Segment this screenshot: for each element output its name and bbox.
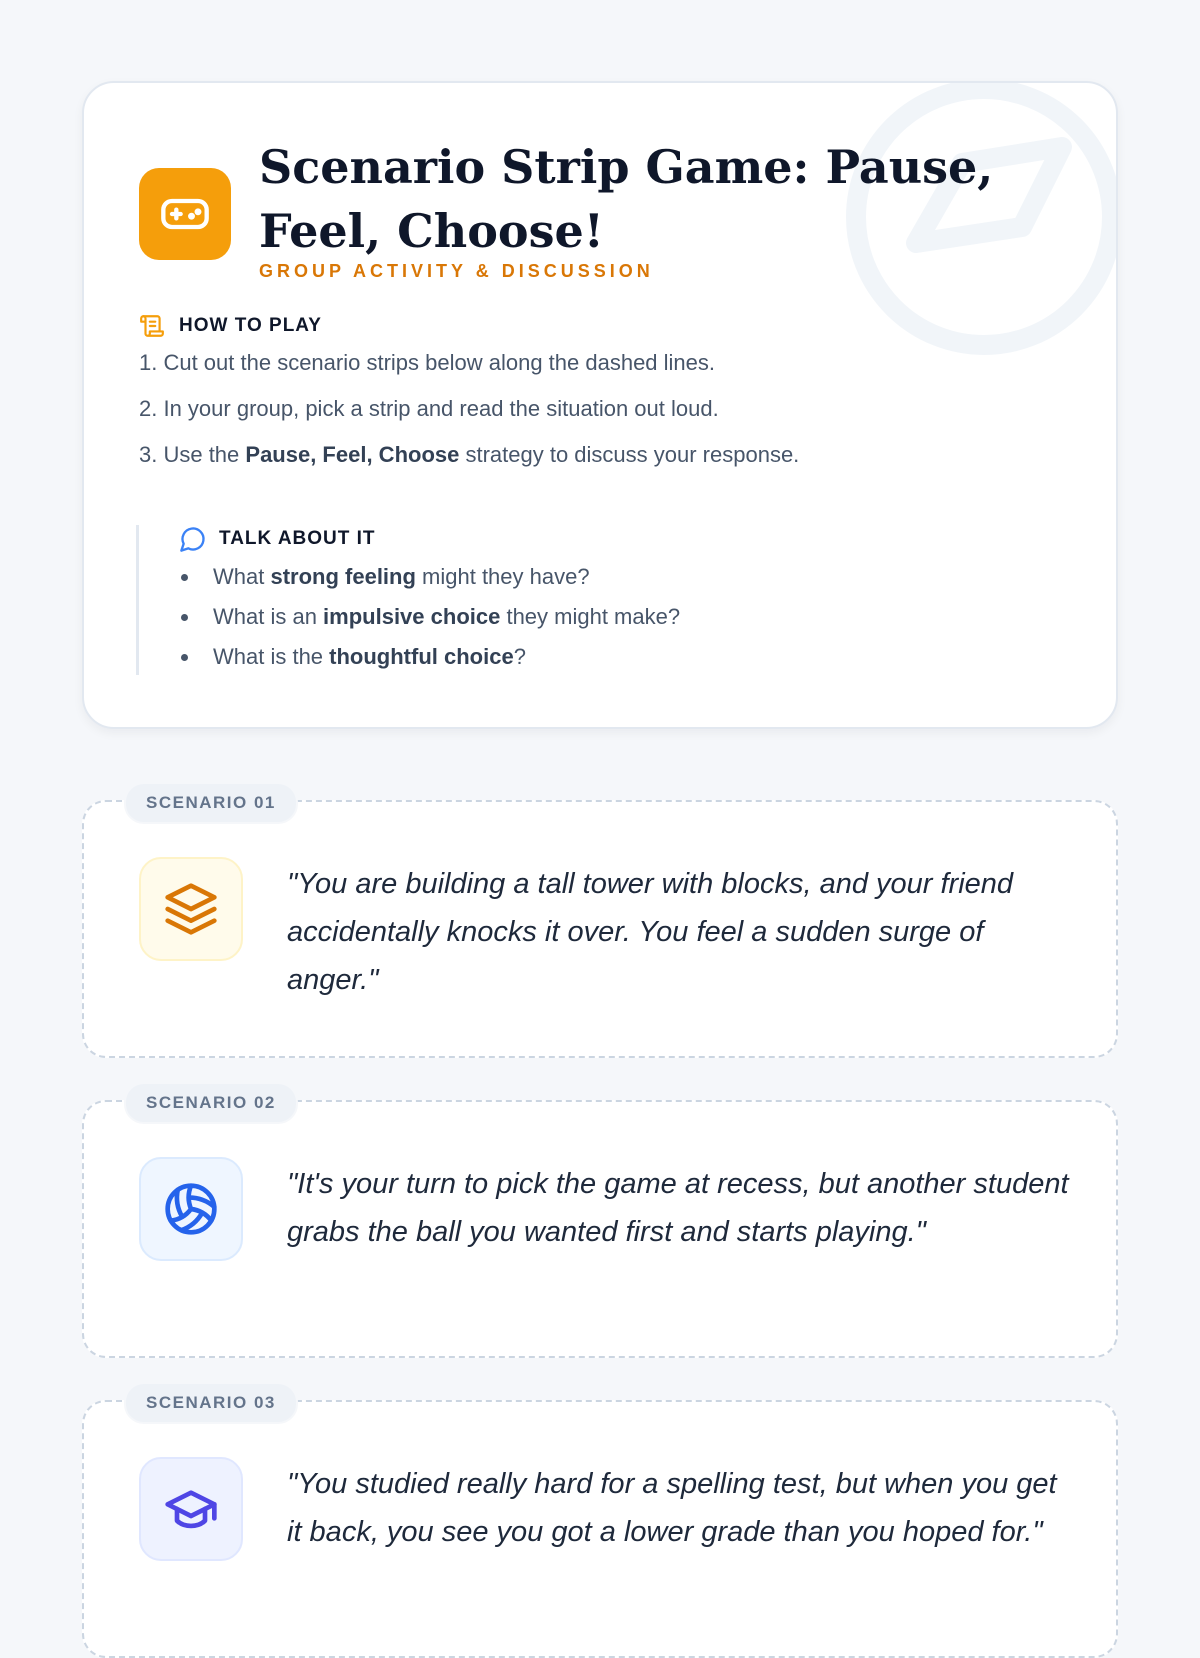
question-item: What is an impulsive choice they might make? [179,603,680,631]
how-to-play-heading [139,313,322,339]
scenario-label: SCENARIO 01 [124,782,298,824]
scenario-icon-tile [139,1157,243,1261]
talk-about-it-heading [179,525,376,553]
scroll-icon [139,313,165,339]
scenario-strip-02[interactable] [82,1093,1118,1358]
steps-list [139,349,1079,487]
scenario-icon-tile [139,857,243,961]
scenario-icon-tile [139,1457,243,1561]
layers-icon [163,881,219,937]
gamepad-icon [159,188,211,240]
question-item: What strong feeling might they have? [179,563,680,591]
step-item: 3. Use the Pause, Feel, Choose strategy to discuss your response. [139,442,800,467]
volleyball-icon [163,1181,219,1237]
question-item: What is the thoughtful choice? [179,643,680,671]
message-circle-icon [179,525,207,553]
scenario-strip-01[interactable] [82,793,1118,1058]
gamepad-badge [139,168,231,260]
scenario-strip-03[interactable] [82,1393,1118,1658]
step-item: 1. Cut out the scenario strips below along the dashed lines. [139,350,716,375]
talk-about-it-section [136,525,1039,675]
how-to-play-label: HOW TO PLAY [179,315,322,336]
step-item: 2. In your group, pick a strip and read the situation out loud. [139,396,719,421]
questions-list [179,563,680,683]
page-title: Scenario Strip Game: Pause, Feel, Choose! [259,140,994,258]
instructions-card [82,81,1118,729]
graduation-cap-icon [163,1481,219,1537]
scenario-label: SCENARIO 02 [124,1082,298,1124]
scenario-label: SCENARIO 03 [124,1382,298,1424]
page-subtitle: GROUP ACTIVITY & DISCUSSION [259,261,654,281]
scenario-text: "You studied really hard for a spelling test, but when you get it back, you see you got a lower grade than you hoped for." [287,1468,1057,1548]
talk-about-it-label: TALK ABOUT IT [219,528,376,549]
scenario-text: "You are building a tall tower with blocks, and your friend accidentally knocks it over. You feel a sudden surge of anger." [287,868,1014,996]
scenario-text: "It's your turn to pick the game at recess, but another student grabs the ball you wanted first and starts playing." [287,1168,1069,1248]
